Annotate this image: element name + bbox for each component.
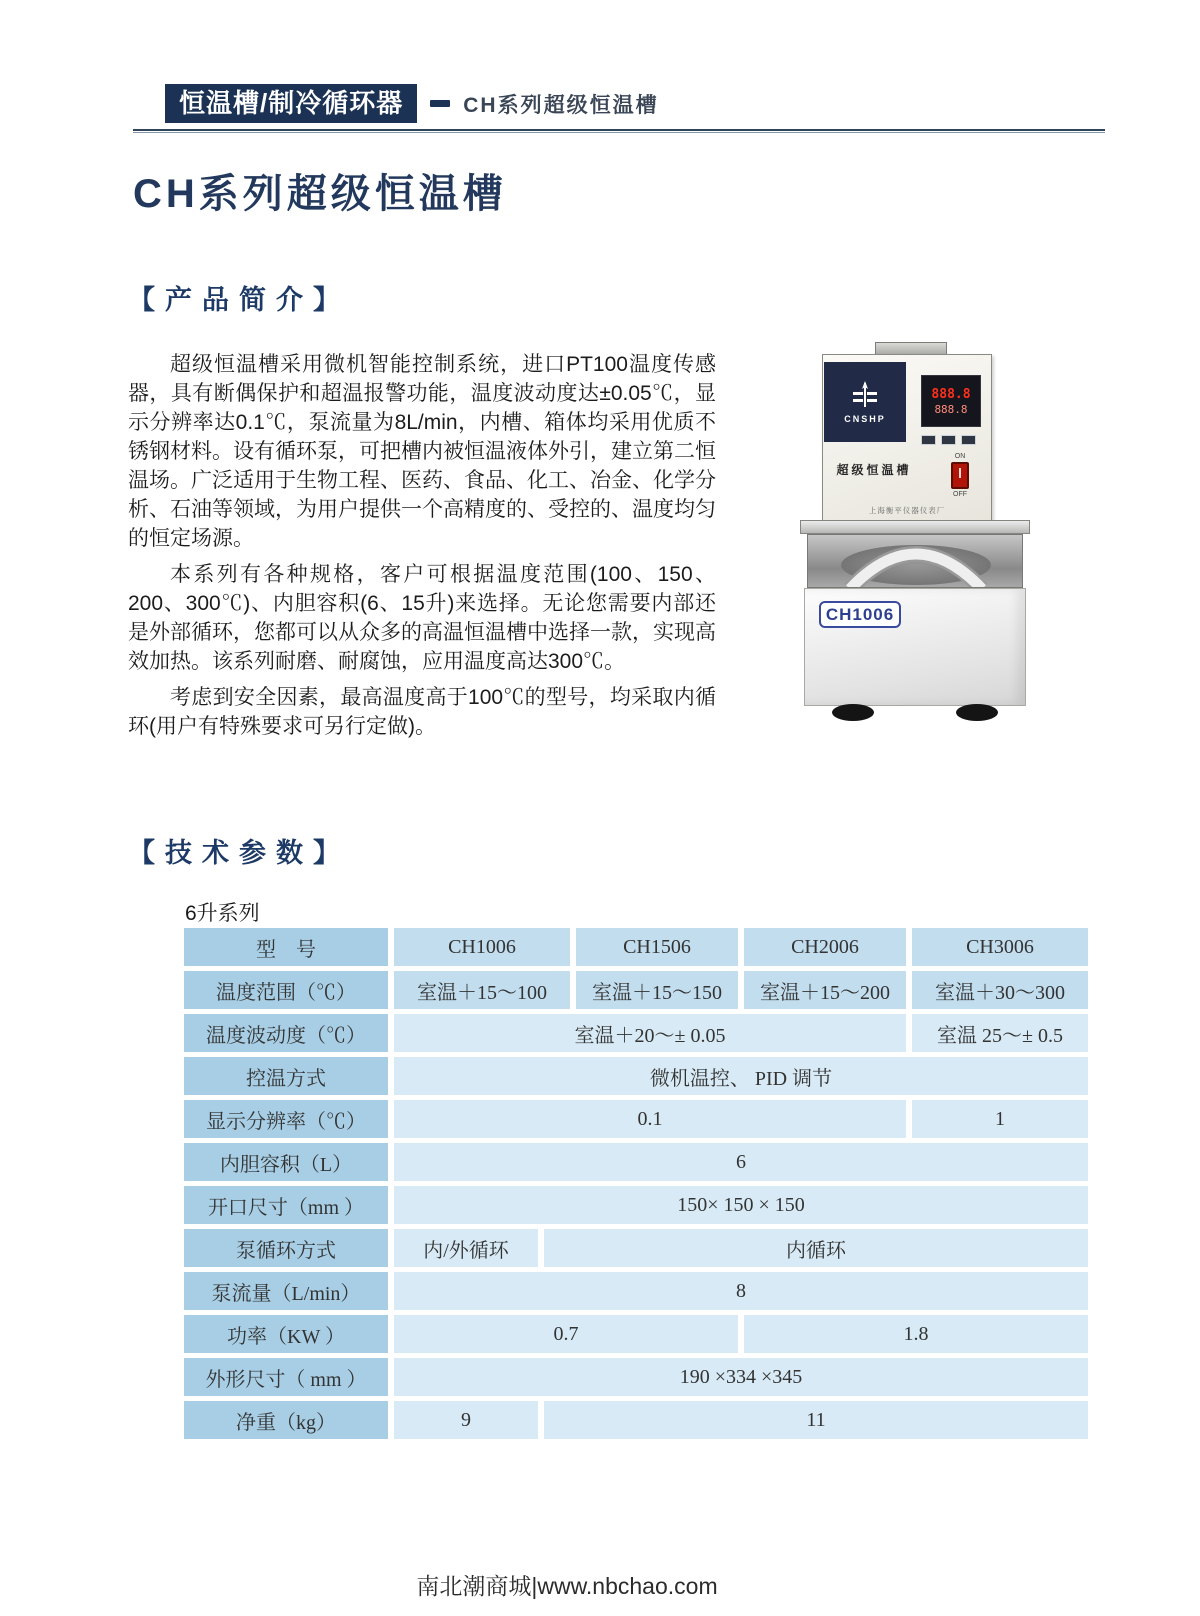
footer <box>0 1568 1134 1601</box>
table-row <box>184 1100 1088 1138</box>
manufacturer-label: 上海衡平仪器仪表厂 <box>868 506 946 515</box>
table-row <box>184 1057 1088 1095</box>
section-heading-specs: 【技术参数】 <box>128 838 350 868</box>
spec-label: 净重（kg） <box>184 1401 388 1439</box>
cnshp-logo-icon <box>845 380 885 410</box>
foot-left <box>832 704 874 721</box>
spec-label: 控温方式 <box>184 1057 388 1095</box>
spec-value: 0.7 <box>394 1315 738 1353</box>
led-readout-top: 888.8 <box>931 386 971 402</box>
spec-value: 室温＋20～± 0.05 <box>394 1014 906 1052</box>
spec-value: 150× 150 × 150 <box>394 1186 1088 1224</box>
table-row <box>184 1401 1088 1439</box>
off-label: OFF <box>953 491 967 498</box>
spec-value: 1.8 <box>744 1315 1088 1353</box>
page-header <box>165 84 659 123</box>
table-row <box>184 1315 1088 1353</box>
spec-label: 温度波动度（℃） <box>184 1014 388 1052</box>
table-row <box>184 971 1088 1009</box>
product-photo <box>790 340 1040 728</box>
spec-value: 1 <box>912 1100 1088 1138</box>
header-subtitle: CH系列超级恒温槽 <box>463 93 659 117</box>
spec-value: 室温＋15～150 <box>576 971 738 1009</box>
spec-value: 微机温控、 PID 调节 <box>394 1057 1088 1095</box>
spec-label: 泵流量（L/min） <box>184 1272 388 1310</box>
spec-value: 内/外循环 <box>394 1229 538 1267</box>
dash-icon <box>430 100 450 107</box>
spec-label: 温度范围（℃） <box>184 971 388 1009</box>
down-button <box>961 435 976 445</box>
spec-label: 功率（KW ） <box>184 1315 388 1353</box>
bath-body <box>804 588 1026 706</box>
section-heading-intro: 【产品简介】 <box>128 285 350 315</box>
spec-value: 室温＋15～100 <box>394 971 570 1009</box>
header-divider <box>133 129 1105 133</box>
panel-title: 超级恒温槽 <box>836 463 912 477</box>
spec-label: 型 号 <box>184 928 388 966</box>
table-row <box>184 1272 1088 1310</box>
temperature-display <box>921 375 981 427</box>
footer-link[interactable]: 南北潮商城|www.nbchao.com <box>416 1573 718 1599</box>
page-title: CH系列超级恒温槽 <box>133 172 507 216</box>
spec-value: 8 <box>394 1272 1088 1310</box>
intro-paragraph: 超级恒温槽采用微机智能控制系统，进口PT100温度传感器，具有断偶保护和超温报警功能，温度波动度达±0.05℃，显示分辨率达0.1℃，泵流量为8L/min，内槽、箱体均采用优质不锈钢材料。设有循环泵，可把槽内被恒温液体外引，建立第二恒温场。广泛适用于生物工程、医药、食品、化工、冶金、化学分析、石油等领域，为用户提供一个高精度的、受控的、温度均匀的恒定场源。 <box>128 353 716 550</box>
bath-top <box>807 534 1023 588</box>
spec-value: 6 <box>394 1143 1088 1181</box>
intro-paragraph: 考虑到安全因素，最高温度高于100℃的型号，均采取内循环(用户有特殊要求可另行定做)。 <box>128 686 716 738</box>
set-button <box>921 435 936 445</box>
series-label: 6升系列 <box>185 902 260 925</box>
spec-label: 外形尺寸（ mm ） <box>184 1358 388 1396</box>
spec-value: CH3006 <box>912 928 1088 966</box>
spec-label: 内胆容积（L） <box>184 1143 388 1181</box>
control-head <box>822 354 992 522</box>
brand-panel <box>824 362 906 442</box>
brand-name: CNSHP <box>844 414 886 424</box>
table-row <box>184 1358 1088 1396</box>
on-label: ON <box>954 453 966 460</box>
spec-value: 内循环 <box>544 1229 1088 1267</box>
spec-value: CH1006 <box>394 928 570 966</box>
spec-value: 室温＋15～200 <box>744 971 906 1009</box>
control-buttons <box>921 435 976 445</box>
spec-value: 190 ×334 ×345 <box>394 1358 1088 1396</box>
table-row <box>184 1143 1088 1181</box>
intro-text-block <box>128 350 716 748</box>
spec-label: 显示分辨率（℃） <box>184 1100 388 1138</box>
lid-flange <box>800 520 1030 534</box>
table-row <box>184 1014 1088 1052</box>
spec-value: 9 <box>394 1401 538 1439</box>
spec-label: 泵循环方式 <box>184 1229 388 1267</box>
model-badge: CH1006 <box>819 601 901 628</box>
table-row <box>184 1186 1088 1224</box>
spec-value: 11 <box>544 1401 1088 1439</box>
carry-handle-icon <box>808 535 1023 588</box>
category-badge: 恒温槽/制冷循环器 <box>165 84 417 123</box>
spec-value: CH2006 <box>744 928 906 966</box>
spec-value: 0.1 <box>394 1100 906 1138</box>
spec-value: 室温＋30～300 <box>912 971 1088 1009</box>
foot-right <box>956 704 998 721</box>
led-readout-bottom: 888.8 <box>934 402 968 416</box>
table-row <box>184 928 1088 966</box>
spec-value: 室温 25～± 0.5 <box>912 1014 1088 1052</box>
spec-label: 开口尺寸（mm ） <box>184 1186 388 1224</box>
spec-value: CH1506 <box>576 928 738 966</box>
spec-table <box>184 928 1088 1444</box>
up-button <box>941 435 956 445</box>
intro-paragraph: 本系列有各种规格，客户可根据温度范围(100、150、200、300℃)、内胆容积(6、15升)来选择。无论您需要内部还是外部循环，您都可以从众多的高温恒温槽中选择一款，实现高效加热。该系列耐磨、耐腐蚀，应用温度高达300℃。 <box>128 563 716 673</box>
table-row <box>184 1229 1088 1267</box>
power-switch <box>951 462 969 489</box>
